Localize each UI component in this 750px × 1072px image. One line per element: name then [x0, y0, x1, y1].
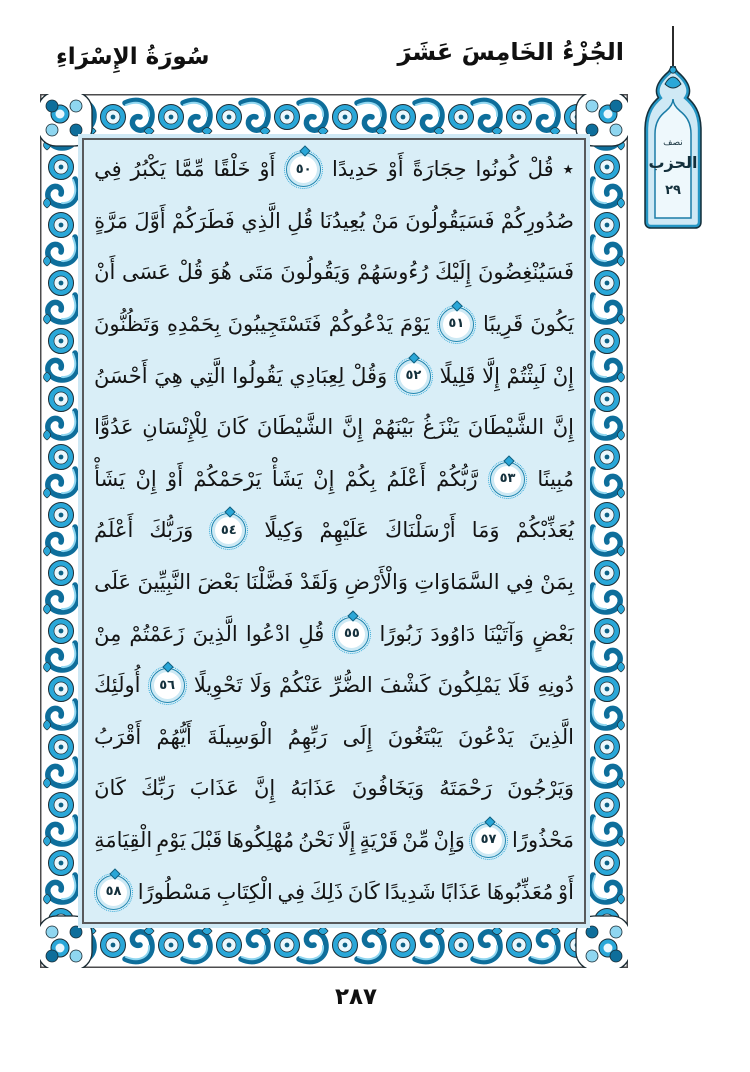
quran-word: لِعِبَادِي	[289, 363, 345, 388]
ayah-number: ٥٥	[343, 625, 360, 641]
quran-word: كُونُوا	[475, 157, 519, 182]
quran-word: يَشَأْ	[271, 466, 303, 491]
quran-word: وَإِنْ	[433, 827, 465, 852]
quran-word: بِكُمْ	[344, 466, 377, 491]
quran-word: بَعْضٍ	[532, 621, 574, 646]
quran-word: يُعِيدُنَا	[319, 208, 366, 233]
quran-word: الَّذِي	[241, 208, 281, 233]
quran-word: يَمْلِكُونَ	[437, 673, 501, 698]
quran-word: وَتَظُنُّونَ	[94, 312, 160, 337]
ayah-marker-icon	[471, 823, 506, 858]
quran-word: وَمَا	[471, 518, 500, 543]
quran-word: رَّبُّكُمْ	[436, 466, 478, 491]
quran-word: أَوْ	[558, 879, 574, 904]
quran-word: إِلَى	[342, 724, 373, 749]
quran-word: أَعْلَمُ	[94, 518, 134, 543]
quran-word: الَّذِينَ	[528, 724, 574, 749]
quran-lines	[94, 144, 574, 918]
quran-word: قُلِ	[298, 621, 325, 646]
quran-word: أَقْرَبُ	[94, 724, 142, 749]
quran-word: إِنْ	[313, 466, 335, 491]
quran-line-9	[94, 557, 574, 609]
quran-word: مَحْذُورًا	[512, 827, 574, 852]
hizb-medallion-icon	[636, 26, 710, 231]
quran-word: الْقِيَامَةِ	[94, 827, 153, 852]
quran-word: يَقُولُوا	[232, 363, 283, 388]
quran-word: مِنْ	[94, 621, 122, 646]
quran-word: تَحْوِيلًا	[193, 673, 243, 698]
quran-word: يَنْزَغُ	[422, 415, 459, 440]
quran-word: وَلَا	[249, 673, 272, 698]
quran-word: يَكْبُرُ	[130, 157, 166, 182]
quran-word: الَّتِي	[189, 363, 226, 388]
quran-word: ادْعُوا	[245, 621, 291, 646]
hizb-top-label: نصف	[663, 138, 683, 148]
quran-word: قَبْلَ	[190, 827, 223, 852]
quran-word: كَانَ	[94, 776, 126, 801]
quran-word: أَوْ	[259, 157, 276, 182]
ayah-marker-icon	[334, 617, 369, 652]
quran-word: وَآتَيْنَا	[483, 621, 525, 646]
quran-word: عَنْكُمْ	[279, 673, 324, 698]
quran-line-10	[94, 608, 574, 660]
quran-text-panel	[82, 138, 586, 924]
quran-word: أَوَّلَ	[134, 208, 166, 233]
quran-word: مِّنْ	[402, 827, 430, 852]
quran-word: حِجَارَةً	[412, 157, 467, 182]
surah-title: سُورَةُ الإِسْرَاءِ	[56, 44, 210, 70]
quran-word: يَوْمَ	[400, 312, 430, 337]
quran-line-13	[94, 763, 574, 815]
quran-word: يَدْعُونَ	[457, 724, 514, 749]
quran-word: قُلْ	[177, 260, 204, 285]
quran-word: فِي	[94, 157, 122, 182]
quran-word: فَلَا	[507, 673, 531, 698]
quran-word: هِيَ	[154, 363, 183, 388]
quran-word: وَالْأَرْضِ	[344, 570, 408, 594]
quran-word: وَيَخَافُونَ	[351, 776, 425, 801]
quran-word: خَلْقًا	[213, 157, 251, 182]
ornamental-frame	[40, 94, 628, 968]
quran-word: إِنْ	[135, 466, 157, 491]
quran-word: زَعَمْتُمْ	[129, 621, 185, 646]
quran-word: الْكِتَابِ	[216, 879, 273, 904]
quran-word: ٭	[562, 157, 574, 182]
ayah-marker-icon	[286, 152, 321, 187]
quran-word: رَبِّكَ	[140, 776, 175, 801]
quran-word: مَسْطُورًا	[137, 879, 212, 904]
quran-word: وَيَرْجُونَ	[507, 776, 574, 801]
quran-word: يَبْتَغُونَ	[387, 724, 443, 749]
quran-word: بِحَمْدِهِ	[166, 312, 221, 337]
quran-word: ذَلِكَ	[309, 879, 344, 904]
quran-word: يَوْمِ	[156, 827, 186, 852]
quran-word: رَحْمَتَهُ	[439, 776, 493, 801]
quran-word: أَوْ	[387, 157, 404, 182]
quran-word: أَرْسَلْنَاكَ	[385, 518, 456, 543]
quran-word: وَكِيلًا	[264, 518, 304, 543]
quran-word: مُبِينًا	[537, 466, 574, 491]
quran-word: لِلْإِنْسَانِ	[142, 415, 208, 440]
quran-word: عَلَى	[94, 570, 132, 594]
ayah-number: ٥٣	[499, 471, 516, 487]
ayah-marker-icon	[96, 875, 131, 910]
quran-word: مَرَّةٍ	[94, 208, 128, 233]
quran-word: مُعَذِّبُوهَا	[486, 879, 554, 904]
ayah-marker-icon	[211, 513, 246, 548]
ayah-number: ٥٦	[159, 677, 176, 693]
ayah-marker-icon	[396, 359, 431, 394]
ayah-number: ٥٧	[480, 832, 497, 848]
quran-line-5	[94, 350, 574, 402]
quran-word: وَقُلْ	[351, 363, 388, 388]
quran-word: الَّذِينَ	[192, 621, 238, 646]
ayah-number: ٥٨	[105, 883, 122, 899]
quran-word: مِّمَّا	[174, 157, 205, 182]
quran-word: وَلَقَدْ	[299, 570, 339, 594]
quran-word: أَوْ	[167, 466, 184, 491]
quran-word: أَعْلَمُ	[386, 466, 426, 491]
quran-word: دُونِهِ	[537, 673, 574, 698]
quran-word: نَحْنُ	[298, 827, 334, 852]
quran-word: مُهْلِكُوهَا	[226, 827, 295, 852]
quran-word: بَعْضَ	[197, 570, 240, 594]
quran-word: يَشَأْ	[94, 466, 126, 491]
quran-word: الشَّيْطَانَ	[467, 415, 545, 440]
juz-title: الجُزْءُ الخَامِسَ عَشَرَ	[397, 38, 624, 66]
quran-line-15	[94, 866, 574, 918]
quran-word: فِي	[277, 879, 306, 904]
quran-word: إِنَّ	[341, 415, 364, 440]
quran-word: وَيَقُولُونَ	[280, 260, 351, 285]
quran-line-14	[94, 815, 574, 867]
quran-word: أَنْ	[94, 260, 116, 285]
ayah-marker-icon	[490, 462, 525, 497]
quran-word: عَذَابًا	[440, 879, 483, 904]
hizb-main-label: الحزب	[648, 153, 698, 172]
quran-word: فَسَيُنْغِضُونَ	[477, 260, 574, 285]
quran-word: صُدُورِكُمْ	[500, 208, 574, 233]
ayah-marker-icon	[150, 668, 185, 703]
quran-word: زَبُورًا	[379, 621, 423, 646]
quran-word: رُءُوسَهُمْ	[356, 260, 429, 285]
quran-word: عَذَابَ	[189, 776, 239, 801]
quran-line-7	[94, 454, 574, 506]
quran-word: السَّمَاوَاتِ	[414, 570, 500, 594]
quran-word: يَدْعُوكُمْ	[328, 312, 393, 337]
quran-word: هُوَ	[209, 260, 232, 285]
quran-word: قَرِيبًا	[482, 312, 524, 337]
quran-word: فَسَيَقُولُونَ	[405, 208, 495, 233]
quran-word: عَسَى	[121, 260, 171, 285]
quran-word: أَيُّهُمْ	[156, 724, 192, 749]
quran-word: رَبِّهِمُ	[287, 724, 328, 749]
quran-word: قُلْ	[527, 157, 554, 182]
ayah-number: ٥١	[448, 316, 465, 332]
quran-word: شَدِيدًا	[384, 879, 436, 904]
quran-word: دَاوُودَ	[430, 621, 476, 646]
quran-word: قَرْيَةٍ	[359, 827, 399, 852]
quran-word: يَكُونَ	[530, 312, 574, 337]
quran-word: يَرْحَمْكُمْ	[193, 466, 262, 491]
ayah-number: ٥٠	[295, 161, 312, 177]
quran-word: الْوَسِيلَةَ	[207, 724, 273, 749]
quran-word: عَدُوًّا	[94, 415, 134, 440]
quran-line-8	[94, 505, 574, 557]
quran-word: عَذَابَهُ	[290, 776, 337, 801]
quran-word: بَيْنَهُمْ	[371, 415, 414, 440]
quran-word: إِنَّ	[552, 415, 574, 440]
quran-word: عَلَيْهِمْ	[319, 518, 369, 543]
page-number: ٢٨٧	[334, 984, 378, 1010]
quran-word: كَانَ	[347, 879, 380, 904]
quran-word: بِمَنْ	[540, 570, 574, 594]
quran-word: إِلَّا	[337, 827, 356, 852]
quran-word: فَطَرَكُمْ	[171, 208, 235, 233]
quran-word: مَتَى	[238, 260, 274, 285]
quran-word: إِلَّا	[482, 363, 500, 388]
quran-word: يُعَذِّبْكُمْ	[515, 518, 574, 543]
quran-word: أُولَئِكَ	[94, 673, 141, 698]
ayah-number: ٥٢	[405, 368, 422, 384]
quran-word: حَدِيدًا	[332, 157, 379, 182]
quran-line-6	[94, 402, 574, 454]
quran-word: فِي	[506, 570, 534, 594]
quran-word: وَرَبُّكَ	[149, 518, 194, 543]
ayah-marker-icon	[439, 307, 474, 342]
quran-word: الضُّرِّ	[330, 673, 373, 698]
quran-word: قُلِ	[287, 208, 314, 233]
ayah-number: ٥٤	[220, 522, 237, 538]
quran-line-2	[94, 196, 574, 248]
quran-word: النَّبِيِّينَ	[137, 570, 192, 594]
quran-word: كَانَ	[216, 415, 249, 440]
quran-word: مَنْ	[371, 208, 399, 233]
quran-word: فَضَّلْنَا	[245, 570, 294, 594]
quran-word: إِنْ	[552, 363, 574, 388]
quran-word: إِلَيْكَ	[435, 260, 472, 285]
quran-word: كَشْفَ	[379, 673, 431, 698]
quran-line-11	[94, 660, 574, 712]
quran-word: إِنَّ	[253, 776, 276, 801]
quran-line-12	[94, 712, 574, 764]
hizb-number: ٢٩	[665, 183, 681, 198]
quran-line-1	[94, 144, 574, 196]
quran-word: قَلِيلًا	[439, 363, 476, 388]
quran-word: فَتَسْتَجِيبُونَ	[227, 312, 322, 337]
quran-word: لَبِثْتُمْ	[506, 363, 547, 388]
quran-line-3	[94, 247, 574, 299]
quran-word: الشَّيْطَانَ	[256, 415, 334, 440]
quran-line-4	[94, 299, 574, 351]
quran-word: أَحْسَنُ	[94, 363, 148, 388]
